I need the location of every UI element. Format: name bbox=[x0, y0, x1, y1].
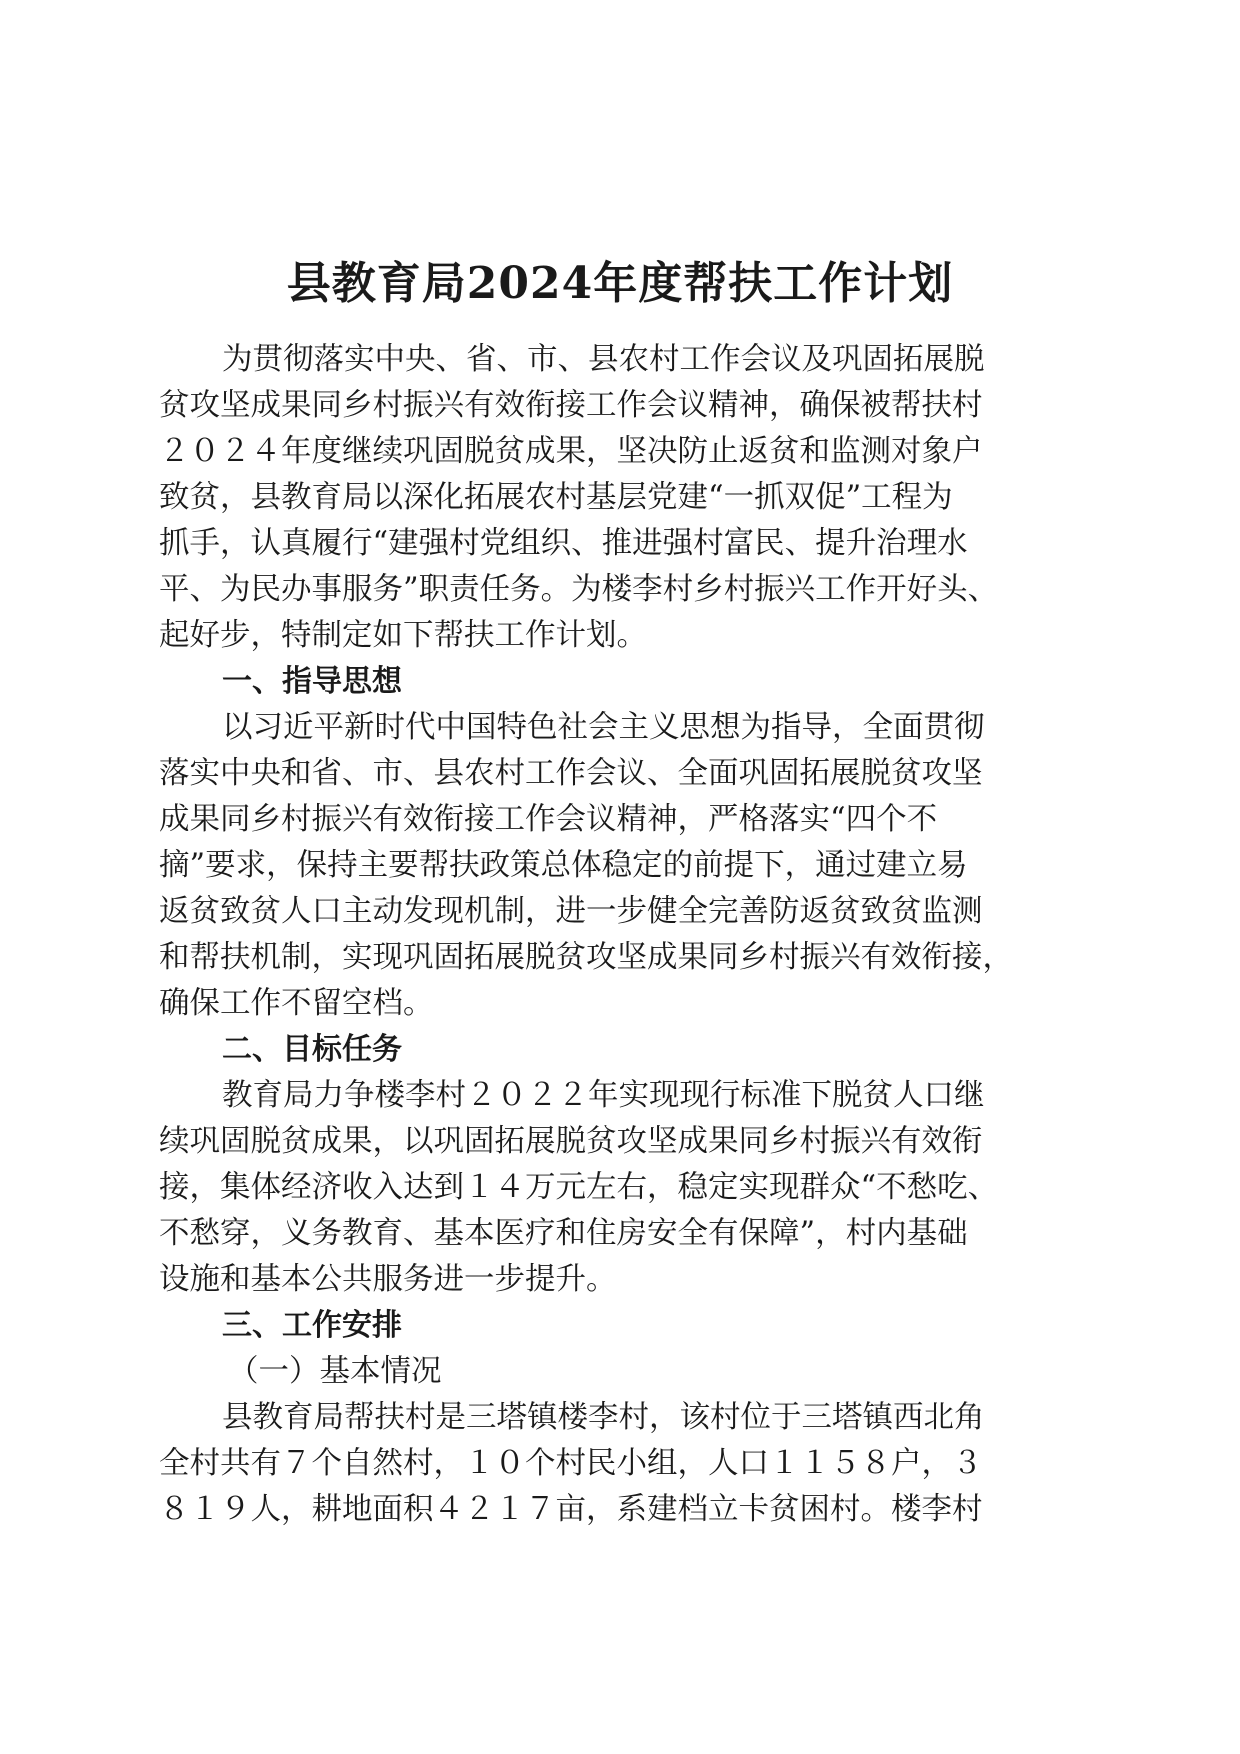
section-heading-goals: 二、目标任务 bbox=[222, 1032, 402, 1067]
section3-line-2: 全村共有７个自然村，１０个村民小组，人口１１５８户，３ bbox=[159, 1446, 983, 1481]
intro-line-3: ２０２４年度继续巩固脱贫成果，坚决防止返贫和监测对象户 bbox=[159, 434, 983, 469]
section2-line-2: 续巩固脱贫成果，以巩固拓展脱贫攻坚成果同乡村振兴有效衔 bbox=[159, 1124, 983, 1159]
subsection-heading-basic-info: （一）基本情况 bbox=[228, 1354, 442, 1389]
section-heading-guiding-ideology: 一、指导思想 bbox=[222, 664, 402, 699]
section1-line-4: 摘”要求，保持主要帮扶政策总体稳定的前提下，通过建立易 bbox=[159, 848, 968, 883]
section2-line-1: 教育局力争楼李村２０２２年实现现行标准下脱贫人口继 bbox=[222, 1078, 985, 1113]
section3-line-1: 县教育局帮扶村是三塔镇楼李村，该村位于三塔镇西北角 bbox=[222, 1400, 985, 1435]
section1-line-5: 返贫致贫人口主动发现机制，进一步健全完善防返贫致贫监测 bbox=[159, 894, 983, 929]
intro-line-2: 贫攻坚成果同乡村振兴有效衔接工作会议精神，确保被帮扶村 bbox=[159, 388, 983, 423]
document-title: 县教育局2024年度帮扶工作计划 bbox=[286, 258, 954, 309]
section2-line-3: 接，集体经济收入达到１４万元左右，稳定实现群众“不愁吃、 bbox=[159, 1170, 999, 1205]
section1-line-6: 和帮扶机制，实现巩固拓展脱贫攻坚成果同乡村振兴有效衔接， bbox=[159, 940, 1013, 975]
intro-line-1: 为贯彻落实中央、省、市、县农村工作会议及巩固拓展脱 bbox=[222, 342, 985, 377]
section2-line-4: 不愁穿，义务教育、基本医疗和住房安全有保障”，村内基础 bbox=[159, 1216, 968, 1251]
intro-line-4: 致贫，县教育局以深化拓展农村基层党建“一抓双促”工程为 bbox=[159, 480, 953, 515]
section3-line-3: ８１９人，耕地面积４２１７亩，系建档立卡贫困村。楼李村 bbox=[159, 1492, 983, 1527]
section1-line-2: 落实中央和省、市、县农村工作会议、全面巩固拓展脱贫攻坚 bbox=[159, 756, 983, 791]
section2-line-5: 设施和基本公共服务进一步提升。 bbox=[159, 1262, 617, 1297]
intro-line-6: 平、为民办事服务”职责任务。为楼李村乡村振兴工作开好头、 bbox=[159, 572, 999, 607]
intro-line-5: 抓手，认真履行“建强村党组织、推进强村富民、提升治理水 bbox=[159, 526, 968, 561]
section-heading-work-arrangement: 三、工作安排 bbox=[222, 1308, 402, 1343]
intro-line-7: 起好步，特制定如下帮扶工作计划。 bbox=[159, 618, 647, 653]
section1-line-3: 成果同乡村振兴有效衔接工作会议精神，严格落实“四个不 bbox=[159, 802, 938, 837]
section1-line-7: 确保工作不留空档。 bbox=[159, 986, 434, 1021]
section1-line-1: 以习近平新时代中国特色社会主义思想为指导，全面贯彻 bbox=[222, 710, 985, 745]
